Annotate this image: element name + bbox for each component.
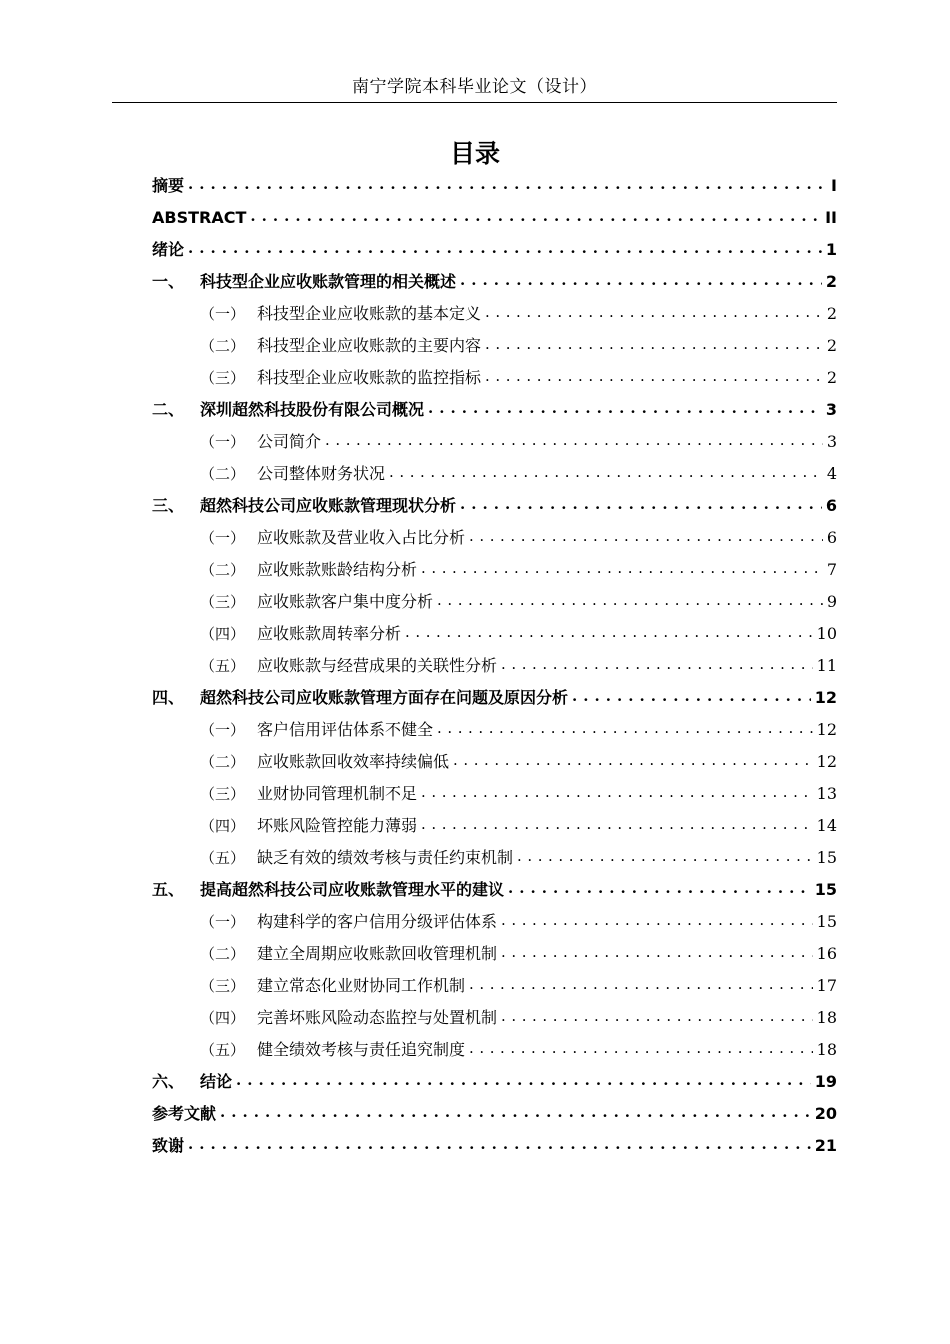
toc-entry-title: 公司简介	[257, 432, 322, 451]
toc-dot-leader	[236, 1066, 811, 1098]
toc-entry-number: （三）	[200, 593, 246, 611]
toc-entry[interactable]	[152, 682, 837, 714]
toc-entry-title: 应收账款与经营成果的关联性分析	[257, 656, 498, 675]
toc-entry[interactable]	[152, 874, 837, 906]
toc-dot-leader	[501, 906, 813, 938]
header-text: 南宁学院本科毕业论文（设计）	[352, 77, 597, 97]
toc-entry-number: （一）	[200, 305, 246, 323]
toc-page-number: 2	[825, 272, 837, 291]
toc-entry-title: 建立全周期应收账款回收管理机制	[257, 944, 498, 963]
toc-entry-number: （一）	[200, 913, 246, 931]
toc-entry-number: （五）	[200, 849, 246, 867]
toc-entry-title: 摘要	[152, 176, 185, 195]
toc-page-number: 1	[825, 240, 837, 259]
toc-page-number: 21	[814, 1136, 837, 1155]
toc-dot-leader	[460, 490, 822, 522]
toc-entry-number: （一）	[200, 433, 246, 451]
toc-entry[interactable]	[152, 1098, 837, 1130]
toc-dot-leader	[469, 1034, 813, 1066]
toc-subentry[interactable]	[152, 746, 837, 778]
toc-page-number: 13	[816, 784, 837, 803]
toc-entry-title: 科技型企业应收账款管理的相关概述	[200, 272, 457, 291]
toc-page-number: 7	[826, 560, 837, 579]
toc-page-number: 12	[816, 720, 837, 739]
toc-page-number: 4	[826, 464, 837, 483]
toc-entry-number: （三）	[200, 977, 246, 995]
toc-entry-title: 科技型企业应收账款的主要内容	[257, 336, 482, 355]
toc-subentry[interactable]	[152, 778, 837, 810]
toc-page-number: 18	[816, 1040, 837, 1059]
toc-entry-number: （二）	[200, 561, 246, 579]
toc-page-number: 2	[826, 304, 837, 323]
toc-entry[interactable]	[152, 490, 837, 522]
toc-dot-leader	[572, 682, 811, 714]
toc-subentry[interactable]	[152, 1034, 837, 1066]
toc-subentry[interactable]	[152, 810, 837, 842]
toc-entry-title: ABSTRACT	[152, 208, 247, 227]
toc-entry[interactable]	[152, 170, 837, 202]
toc-page-number: 6	[826, 528, 837, 547]
toc-page-number: 15	[816, 912, 837, 931]
toc-page-number: 19	[814, 1072, 837, 1091]
toc-entry[interactable]	[152, 1066, 837, 1098]
toc-entry-title: 应收账款回收效率持续偏低	[257, 752, 450, 771]
toc-dot-leader	[437, 586, 823, 618]
toc-dot-leader	[188, 170, 823, 202]
toc-entry-number: （二）	[200, 337, 246, 355]
toc-entry-title: 业财协同管理机制不足	[257, 784, 418, 803]
toc-entry-title: 科技型企业应收账款的基本定义	[257, 304, 482, 323]
toc-entry-title: 超然科技公司应收账款管理方面存在问题及原因分析	[200, 688, 569, 707]
toc-dot-leader	[508, 874, 811, 906]
toc-entry-title: 致谢	[152, 1136, 185, 1155]
toc-subentry[interactable]	[152, 554, 837, 586]
toc-entry[interactable]	[152, 266, 837, 298]
toc-dot-leader	[485, 362, 823, 394]
toc-page-number: 10	[816, 624, 837, 643]
toc-dot-leader	[421, 778, 813, 810]
toc-entry-number: （一）	[200, 721, 246, 739]
toc-subentry[interactable]	[152, 426, 837, 458]
toc-page-number: 11	[816, 656, 837, 675]
toc-dot-leader	[220, 1098, 811, 1130]
toc-subentry[interactable]	[152, 362, 837, 394]
toc-entry-number: （四）	[200, 1009, 246, 1027]
toc-subentry[interactable]	[152, 1002, 837, 1034]
toc-entry-title: 应收账款客户集中度分析	[257, 592, 434, 611]
toc-page-number: 17	[816, 976, 837, 995]
toc-entry-title: 客户信用评估体系不健全	[257, 720, 434, 739]
toc-dot-leader	[460, 266, 822, 298]
toc-subentry[interactable]	[152, 970, 837, 1002]
toc-dot-leader	[428, 394, 822, 426]
toc-subentry[interactable]	[152, 938, 837, 970]
toc-entry-title: 完善坏账风险动态监控与处置机制	[257, 1008, 498, 1027]
toc-dot-leader	[437, 714, 813, 746]
toc-page-number: 20	[814, 1104, 837, 1123]
toc-dot-leader	[421, 810, 813, 842]
toc-entry-title: 建立常态化业财协同工作机制	[257, 976, 466, 995]
toc-dot-leader	[501, 650, 813, 682]
toc-entry-title: 构建科学的客户信用分级评估体系	[257, 912, 498, 931]
toc-page-number: 3	[826, 432, 837, 451]
toc-entry-number: （四）	[200, 625, 246, 643]
toc-dot-leader	[250, 202, 821, 234]
toc-dot-leader	[501, 1002, 813, 1034]
toc-entry-title: 坏账风险管控能力薄弱	[257, 816, 418, 835]
toc-page-number: 16	[816, 944, 837, 963]
toc-subentry[interactable]	[152, 714, 837, 746]
toc-entry[interactable]	[152, 202, 837, 234]
toc-entry-number: （二）	[200, 945, 246, 963]
toc-entry-number: （一）	[200, 529, 246, 547]
toc-page-number: 9	[826, 592, 837, 611]
toc-subentry[interactable]	[152, 458, 837, 490]
toc-entry-number: 六、	[152, 1072, 185, 1091]
toc-entry-number: （二）	[200, 465, 246, 483]
toc-entry-number: 二、	[152, 400, 185, 419]
toc-entry-title: 提高超然科技公司应收账款管理水平的建议	[200, 880, 505, 899]
toc-dot-leader	[501, 938, 813, 970]
toc-page-number: 18	[816, 1008, 837, 1027]
toc-page-number: 3	[825, 400, 837, 419]
toc-entry-number: 一、	[152, 272, 185, 291]
page-title: 目录	[449, 139, 500, 168]
toc-page-number: I	[831, 176, 837, 195]
toc-subentry[interactable]	[152, 522, 837, 554]
toc-subentry[interactable]	[152, 586, 837, 618]
toc-page-number: 6	[825, 496, 837, 515]
toc-entry-title: 参考文献	[152, 1104, 217, 1123]
toc-entry-title: 公司整体财务状况	[257, 464, 386, 483]
toc-entry-title: 健全绩效考核与责任追究制度	[257, 1040, 466, 1059]
toc-entry-title: 应收账款及营业收入占比分析	[257, 528, 466, 547]
toc-dot-leader	[517, 842, 813, 874]
toc-subentry[interactable]	[152, 298, 837, 330]
toc-subentry[interactable]	[152, 330, 837, 362]
toc-entry[interactable]	[152, 394, 837, 426]
toc-entry-number: （五）	[200, 1041, 246, 1059]
toc-page-number: 15	[814, 880, 837, 899]
toc-page-number: 15	[816, 848, 837, 867]
toc-dot-leader	[469, 522, 823, 554]
toc-dot-leader	[469, 970, 813, 1002]
toc-dot-leader	[485, 330, 823, 362]
toc-entry-number: （三）	[200, 785, 246, 803]
toc-entry[interactable]	[152, 1130, 837, 1162]
toc-dot-leader	[389, 458, 823, 490]
toc-page-number: II	[825, 208, 837, 227]
toc-subentry[interactable]	[152, 906, 837, 938]
toc-entry-title: 应收账款周转率分析	[257, 624, 402, 643]
toc-dot-leader	[325, 426, 823, 458]
toc-entry-number: （四）	[200, 817, 246, 835]
toc-dot-leader	[485, 298, 823, 330]
toc-entry-title: 科技型企业应收账款的监控指标	[257, 368, 482, 387]
table-of-contents	[152, 170, 837, 1162]
toc-page-number: 12	[816, 752, 837, 771]
page-header	[112, 72, 837, 103]
toc-dot-leader	[405, 618, 813, 650]
toc-dot-leader	[421, 554, 823, 586]
toc-entry-number: （二）	[200, 753, 246, 771]
toc-entry-number: 三、	[152, 496, 185, 515]
toc-entry-number: 四、	[152, 688, 185, 707]
toc-dot-leader	[188, 1130, 811, 1162]
toc-dot-leader	[188, 234, 822, 266]
toc-subentry[interactable]	[152, 842, 837, 874]
toc-entry-title: 超然科技公司应收账款管理现状分析	[200, 496, 457, 515]
toc-page-number: 2	[826, 336, 837, 355]
toc-subentry[interactable]	[152, 618, 837, 650]
toc-entry-title: 应收账款账龄结构分析	[257, 560, 418, 579]
toc-page-number: 12	[814, 688, 837, 707]
toc-entry-number: 五、	[152, 880, 185, 899]
toc-entry-number: （三）	[200, 369, 246, 387]
toc-entry-title: 绪论	[152, 240, 185, 259]
toc-entry-title: 深圳超然科技股份有限公司概况	[200, 400, 425, 419]
toc-entry-number: （五）	[200, 657, 246, 675]
toc-entry[interactable]	[152, 234, 837, 266]
toc-entry-title: 结论	[200, 1072, 233, 1091]
toc-page-number: 14	[816, 816, 837, 835]
toc-subentry[interactable]	[152, 650, 837, 682]
toc-dot-leader	[453, 746, 813, 778]
toc-page-number: 2	[826, 368, 837, 387]
toc-entry-title: 缺乏有效的绩效考核与责任约束机制	[257, 848, 514, 867]
